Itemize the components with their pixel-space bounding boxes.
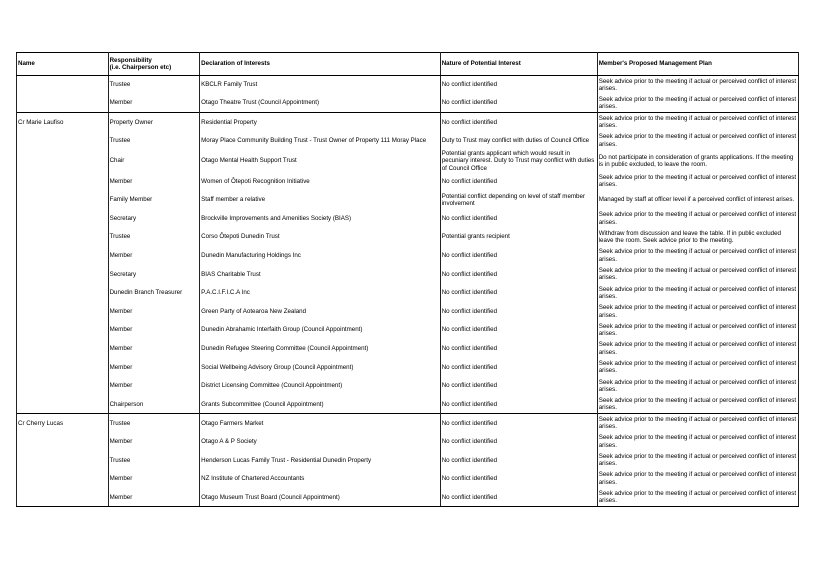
- cell-declaration: Otago Farmers Market: [200, 414, 441, 433]
- cell-nature: No conflict identified: [440, 246, 597, 265]
- cell-declaration: Henderson Lucas Family Trust - Residential Dunedin Property: [200, 451, 441, 470]
- table-body: [17, 76, 799, 507]
- cell-plan: Seek advice prior to the meeting if actual or perceived conflict of interest arises.: [597, 432, 798, 451]
- cell-nature: No conflict identified: [440, 94, 597, 113]
- cell-nature: No conflict identified: [440, 321, 597, 340]
- cell-name: [17, 265, 109, 284]
- table-row: [17, 76, 799, 95]
- cell-declaration: Women of Ōtepoti Recognition Initiative: [200, 172, 441, 191]
- table-row: [17, 470, 799, 489]
- cell-nature: No conflict identified: [440, 339, 597, 358]
- cell-responsibility: Member: [108, 172, 200, 191]
- cell-declaration: Grants Subcommittee (Council Appointment): [200, 395, 441, 414]
- cell-responsibility: Trustee: [108, 451, 200, 470]
- table-row: [17, 209, 799, 228]
- cell-declaration: Otago Mental Health Support Trust: [200, 150, 441, 172]
- cell-responsibility: Member: [108, 470, 200, 489]
- cell-responsibility: Chairperson: [108, 395, 200, 414]
- cell-responsibility: Member: [108, 358, 200, 377]
- cell-declaration: District Licensing Committee (Council Appointment): [200, 377, 441, 396]
- cell-name: [17, 246, 109, 265]
- cell-name: Cr Marie Laufiso: [17, 113, 109, 132]
- cell-plan: Seek advice prior to the meeting if actual or perceived conflict of interest arises.: [597, 76, 798, 95]
- cell-responsibility: Trustee: [108, 414, 200, 433]
- cell-declaration: BIAS Charitable Trust: [200, 265, 441, 284]
- cell-nature: No conflict identified: [440, 209, 597, 228]
- cell-name: [17, 94, 109, 113]
- interests-register-table: [16, 52, 799, 507]
- table-row: [17, 172, 799, 191]
- cell-plan: Withdraw from discussion and leave the table. If in public excluded leave the room. Seek advice prior to the meeting.: [597, 228, 798, 247]
- cell-plan: Seek advice prior to the meeting if actual or perceived conflict of interest arises.: [597, 131, 798, 150]
- cell-responsibility: Member: [108, 377, 200, 396]
- cell-name: [17, 302, 109, 321]
- cell-declaration: P.A.C.I.F.I.C.A Inc: [200, 284, 441, 303]
- cell-name: [17, 284, 109, 303]
- table-row: [17, 302, 799, 321]
- cell-name: [17, 150, 109, 172]
- cell-responsibility: Trustee: [108, 131, 200, 150]
- table-row: [17, 228, 799, 247]
- cell-name: [17, 470, 109, 489]
- cell-name: [17, 339, 109, 358]
- cell-responsibility: Secretary: [108, 209, 200, 228]
- cell-nature: No conflict identified: [440, 358, 597, 377]
- cell-responsibility: Member: [108, 94, 200, 113]
- table-row: [17, 377, 799, 396]
- cell-declaration: Corso Ōtepoti Dunedin Trust: [200, 228, 441, 247]
- table-row: [17, 94, 799, 113]
- cell-name: [17, 377, 109, 396]
- header-declaration: Declaration of Interests: [200, 53, 441, 76]
- cell-responsibility: Chair: [108, 150, 200, 172]
- table-row: [17, 339, 799, 358]
- cell-plan: Seek advice prior to the meeting if actual or perceived conflict of interest arises.: [597, 209, 798, 228]
- table-row: [17, 265, 799, 284]
- table-row: [17, 358, 799, 377]
- cell-name: [17, 432, 109, 451]
- cell-responsibility: Member: [108, 432, 200, 451]
- cell-name: [17, 76, 109, 95]
- cell-nature: No conflict identified: [440, 414, 597, 433]
- cell-name: [17, 172, 109, 191]
- cell-nature: No conflict identified: [440, 432, 597, 451]
- cell-nature: No conflict identified: [440, 302, 597, 321]
- cell-responsibility: Member: [108, 339, 200, 358]
- cell-responsibility: Member: [108, 321, 200, 340]
- cell-nature: No conflict identified: [440, 395, 597, 414]
- table-row: [17, 395, 799, 414]
- cell-plan: Seek advice prior to the meeting if actual or perceived conflict of interest arises.: [597, 94, 798, 113]
- cell-name: [17, 358, 109, 377]
- table-header-row: [17, 53, 799, 76]
- header-name: Name: [17, 53, 109, 76]
- cell-nature: No conflict identified: [440, 76, 597, 95]
- table-row: [17, 432, 799, 451]
- cell-responsibility: Property Owner: [108, 113, 200, 132]
- cell-declaration: Social Wellbeing Advisory Group (Council Appointment): [200, 358, 441, 377]
- table-row: [17, 321, 799, 340]
- cell-nature: No conflict identified: [440, 470, 597, 489]
- cell-name: [17, 131, 109, 150]
- cell-nature: No conflict identified: [440, 451, 597, 470]
- cell-plan: Do not participate in consideration of grants applications. If the meeting is in public excluded, to leave the room.: [597, 150, 798, 172]
- cell-nature: No conflict identified: [440, 284, 597, 303]
- cell-responsibility: Trustee: [108, 76, 200, 95]
- cell-plan: Seek advice prior to the meeting if actual or perceived conflict of interest arises.: [597, 284, 798, 303]
- header-responsibility-line1: Responsibility: [109, 56, 152, 64]
- cell-name: [17, 321, 109, 340]
- cell-responsibility: Dunedin Branch Treasurer: [108, 284, 200, 303]
- header-responsibility-line2: (i.e. Chairperson etc): [109, 64, 172, 71]
- cell-responsibility: Family Member: [108, 191, 200, 210]
- cell-plan: Managed by staff at officer level if a perceived conflict of interest arises.: [597, 191, 798, 210]
- header-responsibility: [108, 53, 200, 76]
- header-nature: Nature of Potential Interest: [440, 53, 597, 76]
- cell-responsibility: Trustee: [108, 228, 200, 247]
- cell-responsibility: Member: [108, 246, 200, 265]
- cell-plan: Seek advice prior to the meeting if actual or perceived conflict of interest arises.: [597, 358, 798, 377]
- cell-nature: Duty to Trust may conflict with duties of Council Office: [440, 131, 597, 150]
- cell-responsibility: Secretary: [108, 265, 200, 284]
- cell-responsibility: Member: [108, 488, 200, 507]
- table-row: [17, 246, 799, 265]
- cell-declaration: Otago Museum Trust Board (Council Appointment): [200, 488, 441, 507]
- cell-nature: Potential grants recipient: [440, 228, 597, 247]
- cell-name: [17, 228, 109, 247]
- cell-name: [17, 191, 109, 210]
- cell-plan: Seek advice prior to the meeting if actual or perceived conflict of interest arises.: [597, 395, 798, 414]
- cell-plan: Seek advice prior to the meeting if actual or perceived conflict of interest arises.: [597, 377, 798, 396]
- cell-declaration: Dunedin Abrahamic Interfaith Group (Council Appointment): [200, 321, 441, 340]
- cell-declaration: Otago A & P Society: [200, 432, 441, 451]
- cell-plan: Seek advice prior to the meeting if actual or perceived conflict of interest arises.: [597, 470, 798, 489]
- cell-plan: Seek advice prior to the meeting if actual or perceived conflict of interest arises.: [597, 339, 798, 358]
- cell-plan: Seek advice prior to the meeting if actual or perceived conflict of interest arises.: [597, 172, 798, 191]
- table-row: [17, 414, 799, 433]
- cell-plan: Seek advice prior to the meeting if actual or perceived conflict of interest arises.: [597, 414, 798, 433]
- cell-declaration: Moray Place Community Building Trust - Trust Owner of Property 111 Moray Place: [200, 131, 441, 150]
- cell-nature: No conflict identified: [440, 172, 597, 191]
- cell-plan: Seek advice prior to the meeting if actual or perceived conflict of interest arises.: [597, 113, 798, 132]
- cell-plan: Seek advice prior to the meeting if actual or perceived conflict of interest arises.: [597, 265, 798, 284]
- cell-plan: Seek advice prior to the meeting if actual or perceived conflict of interest arises.: [597, 321, 798, 340]
- cell-nature: No conflict identified: [440, 377, 597, 396]
- table-row: [17, 488, 799, 507]
- cell-nature: No conflict identified: [440, 113, 597, 132]
- table-row: [17, 451, 799, 470]
- header-plan: Member's Proposed Management Plan: [597, 53, 798, 76]
- cell-declaration: Dunedin Manufacturing Holdings Inc: [200, 246, 441, 265]
- table-row: [17, 284, 799, 303]
- cell-nature: Potential grants applicant which would result in pecuniary interest. Duty to Trust may conflict with duties of Council Office: [440, 150, 597, 172]
- cell-name: [17, 488, 109, 507]
- cell-declaration: Brockville Improvements and Amenities Society (BIAS): [200, 209, 441, 228]
- cell-name: [17, 451, 109, 470]
- cell-nature: No conflict identified: [440, 265, 597, 284]
- cell-declaration: KBCLR Family Trust: [200, 76, 441, 95]
- cell-declaration: Green Party of Aotearoa New Zealand: [200, 302, 441, 321]
- table-row: [17, 150, 799, 172]
- cell-declaration: NZ Institute of Chartered Accountants: [200, 470, 441, 489]
- cell-declaration: Dunedin Refugee Steering Committee (Council Appointment): [200, 339, 441, 358]
- cell-plan: Seek advice prior to the meeting if actual or perceived conflict of interest arises.: [597, 302, 798, 321]
- cell-responsibility: Member: [108, 302, 200, 321]
- cell-plan: Seek advice prior to the meeting if actual or perceived conflict of interest arises.: [597, 451, 798, 470]
- cell-name: [17, 395, 109, 414]
- cell-plan: Seek advice prior to the meeting if actual or perceived conflict of interest arises.: [597, 488, 798, 507]
- cell-declaration: Otago Theatre Trust (Council Appointment): [200, 94, 441, 113]
- cell-name: [17, 209, 109, 228]
- cell-declaration: Staff member a relative: [200, 191, 441, 210]
- cell-name: Cr Cherry Lucas: [17, 414, 109, 433]
- cell-plan: Seek advice prior to the meeting if actual or perceived conflict of interest arises.: [597, 246, 798, 265]
- cell-nature: Potential conflict depending on level of staff member involvement: [440, 191, 597, 210]
- table-row: [17, 131, 799, 150]
- table-row: [17, 191, 799, 210]
- cell-nature: No conflict identified: [440, 488, 597, 507]
- cell-declaration: Residential Property: [200, 113, 441, 132]
- table-row: [17, 113, 799, 132]
